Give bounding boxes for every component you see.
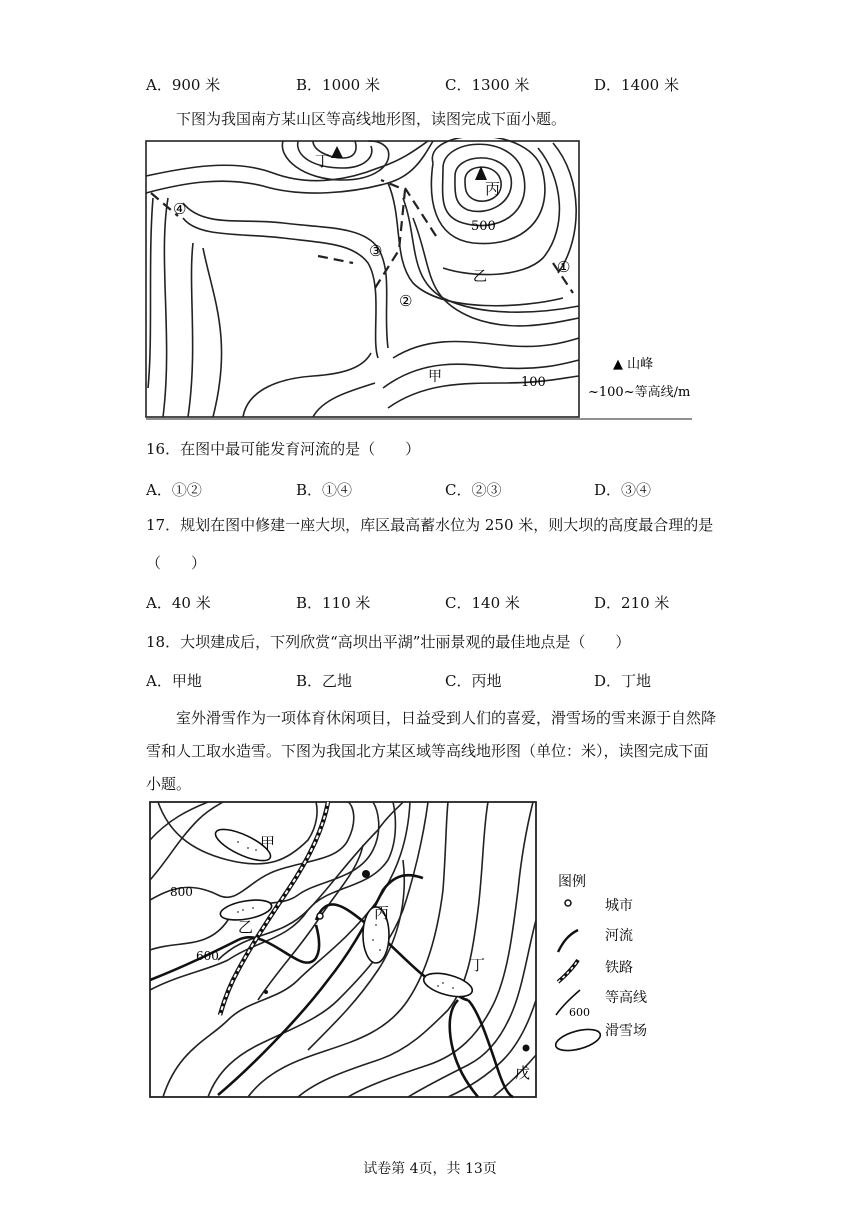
q15-option-d: D．1400 米 [594, 76, 679, 94]
q18-option-a: A．甲地 [146, 672, 202, 690]
legend-contour-value: 600 [569, 1006, 590, 1019]
contour-map-south [143, 138, 693, 423]
q17-stem-blank: （ ） [146, 554, 207, 572]
q16-option-b: B．①④ [296, 481, 353, 499]
ski-label-yi: 乙 [238, 918, 254, 936]
legend-title: 图例 [558, 874, 586, 890]
q16-option-a: A．①② [146, 481, 202, 499]
q15-option-a: A．900 米 [146, 76, 221, 94]
label-ding: 丁 [315, 152, 331, 170]
contour-label-800: 800 [170, 885, 193, 899]
label-100: 100 [521, 375, 546, 390]
ski-label-jia: 甲 [260, 834, 276, 852]
q17-stem: 17．规划在图中修建一座大坝，库区最高蓄水位为 250 米，则大坝的高度最合理的是 [146, 516, 714, 534]
ski-label-bing: 丙 [374, 904, 390, 922]
q15-option-b: B．1000 米 [296, 76, 380, 94]
label-500: 500 [471, 219, 496, 234]
legend-ski: 滑雪场 [605, 1023, 647, 1039]
legend-river: 河流 [605, 928, 633, 944]
legend-rail: 铁路 [605, 960, 633, 976]
legend-peak: ▲ 山峰 [613, 357, 654, 372]
contour-label-600: 600 [196, 949, 219, 963]
ski-label-ding: 丁 [470, 956, 486, 974]
q17-option-b: B．110 米 [296, 594, 371, 612]
q15-option-c: C．1300 米 [445, 76, 530, 94]
q16-option-d: D．③④ [594, 481, 652, 499]
intro2-line1: 室外滑雪作为一项体育休闲项目，日益受到人们的喜爱，滑雪场的雪来源于自然降 [176, 709, 717, 727]
label-bing: 丙 [485, 180, 501, 198]
marker-4: ④ [173, 200, 187, 218]
q18-option-c: C．丙地 [445, 672, 502, 690]
q18-option-d: D．丁地 [594, 672, 652, 690]
legend-city: 城市 [605, 898, 633, 914]
q18-stem: 18．大坝建成后，下列欣赏“高坝出平湖”壮丽景观的最佳地点是（ ） [146, 633, 631, 651]
label-jia: 甲 [428, 369, 442, 385]
intro2-line3: 小题。 [146, 775, 192, 793]
map2-legend [553, 874, 647, 1055]
marker-1: ① [557, 258, 571, 276]
intro-map1: 下图为我国南方某山区等高线地形图，读图完成下面小题。 [176, 110, 567, 128]
legend-contour: 等高线 [605, 990, 647, 1006]
q17-option-d: D．210 米 [594, 594, 670, 612]
contour-map-north [148, 800, 678, 1100]
q18-option-b: B．乙地 [296, 672, 353, 690]
label-yi: 乙 [473, 269, 487, 285]
q17-option-a: A．40 米 [146, 594, 211, 612]
q17-option-c: C．140 米 [445, 594, 520, 612]
q16-stem: 16．在图中最可能发育河流的是（ ） [146, 440, 421, 458]
intro2-line2: 雪和人工取水造雪。下图为我国北方某区域等高线地形图（单位：米），读图完成下面 [146, 742, 709, 760]
city-label-wu: 戊 [515, 1064, 531, 1082]
q16-option-c: C．②③ [445, 481, 502, 499]
page-footer: 试卷第 4页，共 13页 [363, 1161, 497, 1177]
marker-2: ② [399, 292, 413, 310]
marker-3: ③ [369, 242, 383, 260]
legend-contour: ~100~等高线/m [588, 385, 691, 400]
